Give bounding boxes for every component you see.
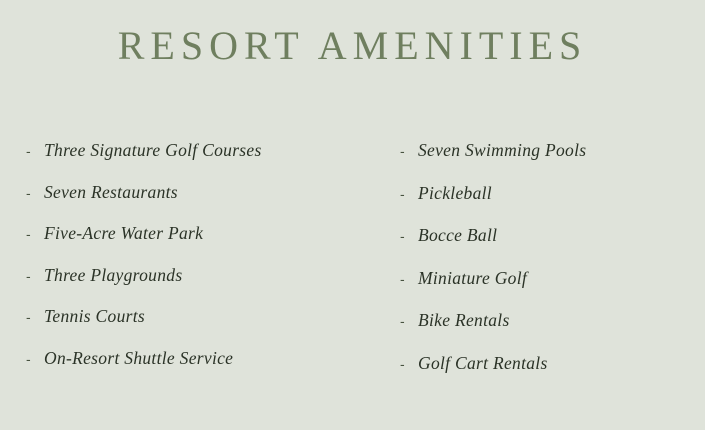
bullet-dash-icon: - (26, 309, 31, 325)
bullet-dash-icon: - (400, 355, 405, 372)
list-item (26, 265, 360, 286)
bullet-dash-icon: - (26, 267, 31, 284)
bullet-dash-icon: - (26, 143, 31, 159)
page-title: RESORT AMENITIES (117, 23, 588, 68)
list-item-label: Three Signature Golf Courses (44, 140, 262, 160)
list-item-label: Miniature Golf (418, 267, 528, 288)
list-item (26, 140, 360, 161)
list-item-label: Seven Swimming Pools (418, 140, 587, 160)
amenities-column-left (0, 140, 360, 395)
list-item-label: Three Playgrounds (44, 264, 183, 285)
list-item (26, 182, 360, 203)
list-item (26, 223, 360, 244)
list-item-label: Five-Acre Water Park (44, 223, 204, 243)
list-item (400, 268, 705, 289)
list-item-label: On-Resort Shuttle Service (44, 347, 234, 368)
list-item-label: Golf Cart Rentals (418, 352, 548, 373)
list-item (400, 225, 705, 246)
list-item (400, 183, 705, 204)
bullet-dash-icon: - (400, 185, 405, 202)
bullet-dash-icon: - (26, 350, 31, 367)
list-item (400, 140, 705, 161)
list-item (26, 348, 360, 369)
bullet-dash-icon: - (26, 226, 31, 242)
list-item-label: Seven Restaurants (44, 181, 178, 202)
bullet-dash-icon: - (400, 313, 405, 329)
bullet-dash-icon: - (400, 143, 405, 159)
bullet-dash-icon: - (400, 270, 405, 287)
amenities-column-right (360, 140, 705, 395)
list-item (26, 306, 360, 327)
list-item (400, 310, 705, 331)
list-item-label: Pickleball (418, 182, 492, 203)
bullet-dash-icon: - (26, 184, 31, 201)
list-item-label: Bocce Ball (418, 225, 498, 245)
list-item-label: Tennis Courts (44, 306, 145, 326)
list-item (400, 353, 705, 374)
list-item-label: Bike Rentals (418, 310, 510, 330)
amenities-columns (0, 140, 705, 395)
bullet-dash-icon: - (400, 228, 405, 244)
